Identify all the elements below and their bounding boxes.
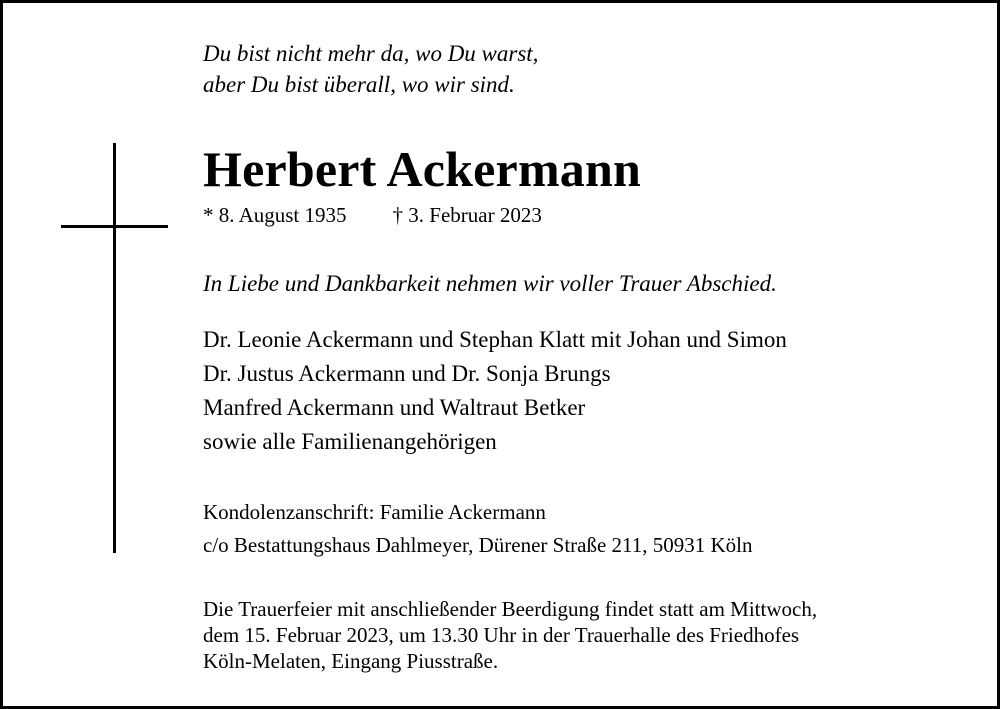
address-line: Kondolenzanschrift: Familie Ackermann <box>203 500 546 524</box>
cross-vertical-bar <box>113 143 116 553</box>
service-line: Köln-Melaten, Eingang Piusstraße. <box>203 649 499 673</box>
life-dates <box>203 202 542 228</box>
mourners-list <box>203 323 787 459</box>
mourner-line: Dr. Leonie Ackermann und Stephan Klatt mit Johan und Simon <box>203 327 787 352</box>
quote-line: aber Du bist überall, wo wir sind. <box>203 72 515 97</box>
funeral-service-info <box>203 596 817 674</box>
deceased-name: Herbert Ackermann <box>203 141 642 197</box>
memorial-quote <box>203 38 538 100</box>
cross-horizontal-bar <box>61 225 168 228</box>
death-date: † 3. Februar 2023 <box>392 203 542 227</box>
mourner-line: Manfred Ackermann und Waltraut Betker <box>203 395 586 420</box>
quote-line: Du bist nicht mehr da, wo Du warst, <box>203 41 539 66</box>
service-line: Die Trauerfeier mit anschließender Beerdigung findet statt am Mittwoch, <box>203 597 818 621</box>
address-line: c/o Bestattungshaus Dahlmeyer, Dürener Straße 211, 50931 Köln <box>203 533 753 557</box>
mourner-line: sowie alle Familienangehörigen <box>203 429 497 454</box>
service-line: dem 15. Februar 2023, um 13.30 Uhr in der Trauerhalle des Friedhofes <box>203 623 800 647</box>
farewell-statement: In Liebe und Dankbarkeit nehmen wir voller Trauer Abschied. <box>203 271 777 296</box>
condolence-address <box>203 496 753 562</box>
mourner-line: Dr. Justus Ackermann und Dr. Sonja Brungs <box>203 361 611 386</box>
birth-date: * 8. August 1935 <box>203 203 347 227</box>
